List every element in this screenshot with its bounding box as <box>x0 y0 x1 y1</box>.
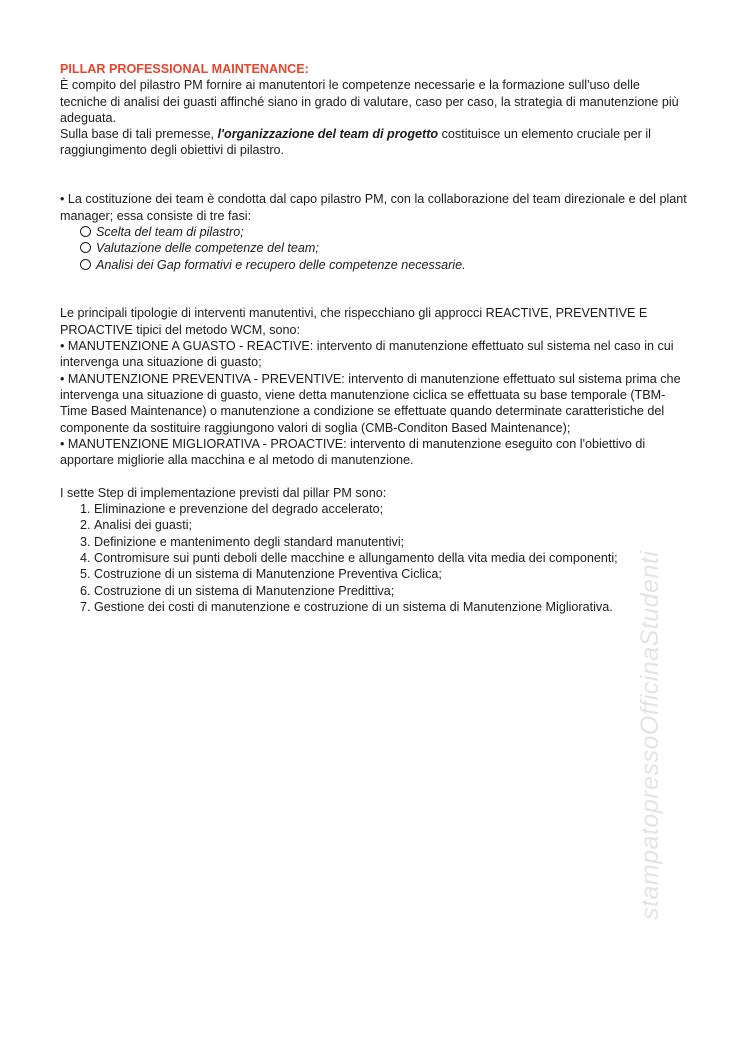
watermark: stampatopressoOfficinaStudenti <box>636 550 664 920</box>
phase-item: Analisi dei Gap formativi e recupero delle competenze necessarie. <box>80 257 690 273</box>
step-item: 4. Contromisure sui punti deboli delle macchine e allungamento della vita media dei componenti; <box>94 550 690 566</box>
step-item: 5. Costruzione di un sistema di Manutenzione Preventiva Ciclica; <box>94 566 690 582</box>
steps-list <box>60 501 690 615</box>
premise-text-end: costituisce un elemento cruciale per il raggiungimento degli obiettivi di pilastro. <box>60 127 651 158</box>
interventions-intro: Le principali tipologie di interventi manutentivi, che rispecchiano gli approcci REACTIVE, PREVENTIVE E PROACTIVE tipici del metodo WCM, sono: <box>60 306 648 337</box>
document-body <box>60 61 690 615</box>
intervention-item: • MANUTENZIONE MIGLIORATIVA - PROACTIVE: intervento di manutenzione eseguito con l'obiettivo di apportare migliorie alla macchina e al metodo di manutenzione. <box>60 436 646 468</box>
intro-paragraph: È compito del pilastro PM fornire ai manutentori le competenze necessarie e la formazione sull'uso delle tecniche di analisi dei guasti affinché siano in grado di valutare, caso per caso, la strategia di manutenzione più adeguata. <box>60 78 679 125</box>
circle-bullet-icon <box>80 226 91 237</box>
step-item: 3. Definizione e mantenimento degli standard manutentivi; <box>94 534 690 550</box>
step-item: 7. Gestione dei costi di manutenzione e costruzione di un sistema di Manutenzione Migliorativa. <box>94 599 690 615</box>
step-item: 6. Costruzione di un sistema di Manutenzione Predittiva; <box>94 583 690 599</box>
premise-paragraph <box>60 126 690 159</box>
premise-emphasis: l'organizzazione del team di progetto <box>217 127 439 142</box>
premise-text-start: Sulla base di tali premesse, <box>60 127 218 142</box>
team-bullet: • La costituzione dei team è condotta dal capo pilastro PM, con la collaborazione del team direzionale e del plant manager; essa consiste di tre fasi: <box>60 192 687 223</box>
phase-item: Scelta del team di pilastro; <box>80 224 690 240</box>
circle-bullet-icon <box>80 259 91 270</box>
section-heading: PILLAR PROFESSIONAL MAINTENANCE: <box>60 62 309 76</box>
intervention-item: • MANUTENZIONE PREVENTIVA - PREVENTIVE: intervento di manutenzione effettuato sul sistema prima che intervenga una situazione di guasto, viene detta manutenzione ciclica se effettuata su base temporale (TBM-Time Based Maintenance) o manutenzione a condizione se effettuate quando determinate caratteristiche del componente da sostituire raggiungono valori di soglia (CMB-Conditon Based Maintenance); <box>60 371 681 435</box>
phase-item: Valutazione delle competenze del team; <box>80 240 690 256</box>
step-item: 2. Analisi dei guasti; <box>94 517 690 533</box>
circle-bullet-icon <box>80 242 91 253</box>
steps-intro: I sette Step di implementazione previsti dal pillar PM sono: <box>60 485 387 500</box>
intervention-item: • MANUTENZIONE A GUASTO - REACTIVE: intervento di manutenzione effettuato sul sistema nel caso in cui intervenga una situazione di guasto; <box>60 339 674 370</box>
step-item: 1. Eliminazione e prevenzione del degrado accelerato; <box>94 501 690 517</box>
